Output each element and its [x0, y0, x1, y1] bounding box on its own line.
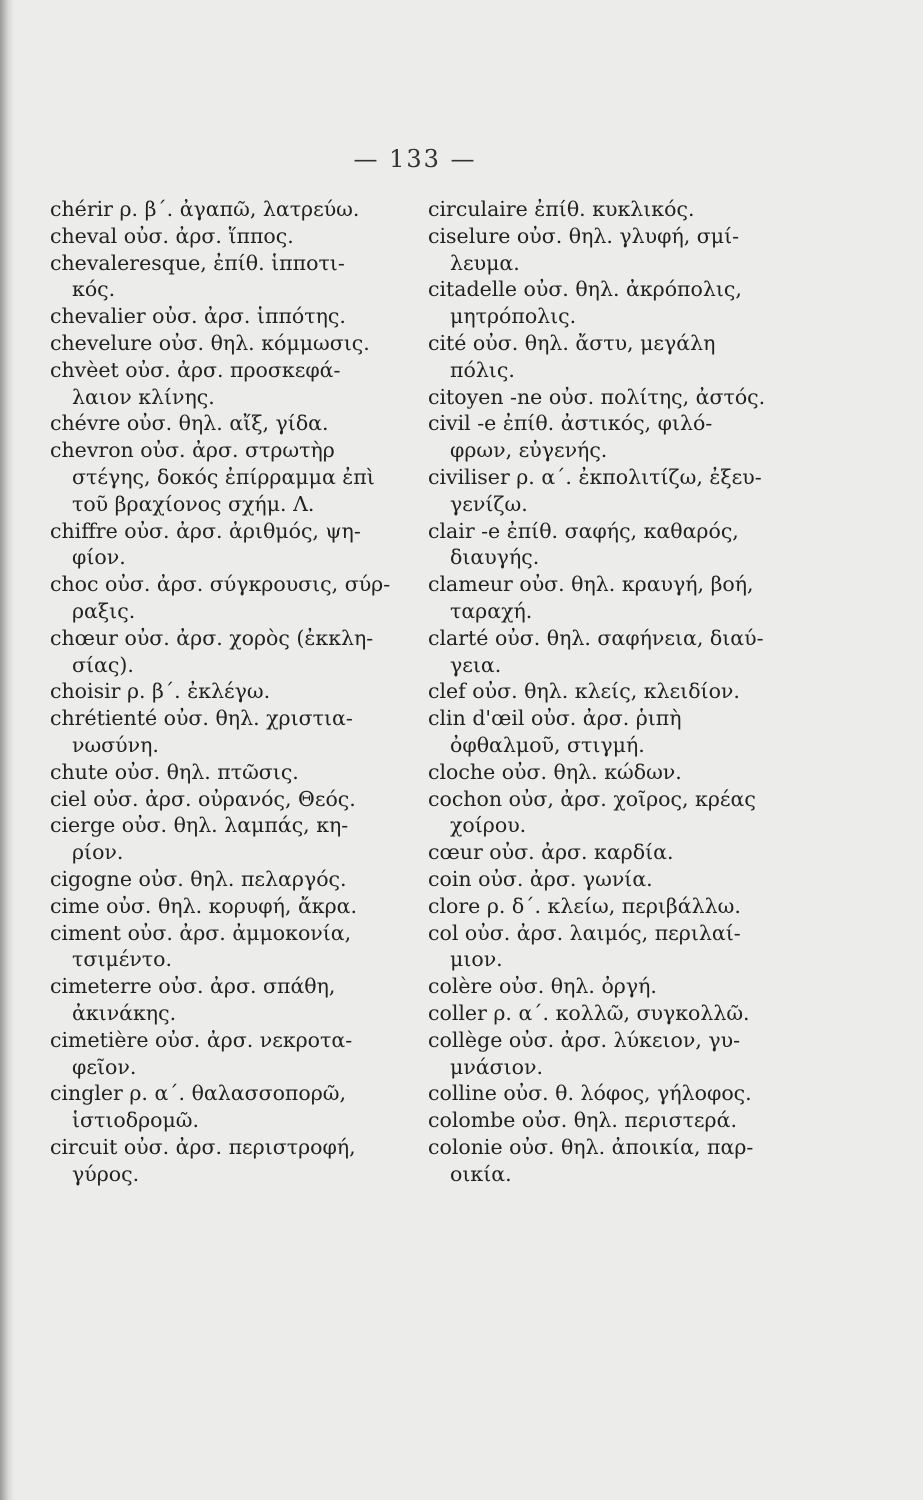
- dictionary-entry-line: choisir ρ. β΄. ἐκλέγω.: [50, 679, 271, 704]
- dictionary-entry-line: cheval οὐσ. ἀρσ. ἵππος.: [50, 223, 294, 248]
- dictionary-entry-line: circulaire ἐπίθ. κυκλικός.: [428, 197, 695, 221]
- dictionary-entry-line: clef οὐσ. θηλ. κλείς, κλειδίον.: [428, 679, 740, 704]
- entry-continuation-line: φεῖον.: [72, 1054, 137, 1079]
- dictionary-entry-line: cimeterre οὐσ. ἀρσ. σπάθη,: [50, 974, 336, 999]
- entry-continuation-line: λευμα.: [450, 250, 520, 275]
- dictionary-entry-line: coller ρ. α΄. κολλῶ, συγκολλῶ.: [428, 1000, 750, 1025]
- dictionary-entry-line: chevalier οὐσ. ἀρσ. ἱππότης.: [50, 304, 346, 329]
- entry-continuation-line: διαυγής.: [450, 545, 540, 570]
- dictionary-entry-line: cité οὐσ. θηλ. ἄστυ, μεγάλη: [428, 330, 716, 355]
- entry-continuation-line: κός.: [72, 277, 116, 302]
- dictionary-entry-line: citoyen -ne οὐσ. πολίτης, ἀστός.: [428, 384, 766, 409]
- dictionary-entry-line: chrétienté οὐσ. θηλ. χριστια-: [50, 706, 353, 731]
- entry-continuation-line: γεια.: [450, 652, 502, 677]
- dictionary-entry-line: chevelure οὐσ. θηλ. κόμμωσις.: [50, 330, 370, 355]
- entry-continuation-line: χοίρου.: [450, 813, 527, 838]
- dictionary-entry-line: cochon οὐσ, ἀρσ. χοῖρος, κρέας: [428, 786, 756, 811]
- dictionary-entry-line: cime οὐσ. θηλ. κορυφή, ἄκρα.: [50, 893, 358, 918]
- entry-continuation-line: μνάσιον.: [450, 1054, 543, 1079]
- entry-continuation-line: ρίον.: [72, 840, 124, 865]
- entry-continuation-line: ἱστιοδρομῶ.: [72, 1108, 200, 1133]
- entry-continuation-line: πόλις.: [450, 357, 515, 382]
- dictionary-entry-line: chute οὐσ. θηλ. πτῶσις.: [50, 759, 299, 784]
- entry-continuation-line: στέγης, δοκός ἐπίρραμμα ἐπὶ: [72, 464, 375, 489]
- dictionary-entry-line: clair -e ἐπίθ. σαφής, καθαρός,: [428, 518, 739, 543]
- dictionary-entry-line: colline οὐσ. θ. λόφος, γήλοφος.: [428, 1081, 752, 1106]
- dictionary-entry-line: cingler ρ. α΄. θαλασσοπορῶ,: [50, 1081, 347, 1106]
- dictionary-entry-line: cierge οὐσ. θηλ. λαμπάς, κη-: [50, 813, 349, 838]
- dictionary-entry-line: ciel οὐσ. ἀρσ. οὐρανός, Θεός.: [50, 786, 356, 811]
- entry-continuation-line: τσιμέντο.: [72, 947, 172, 972]
- dictionary-entry-line: chœur οὐσ. ἀρσ. χορὸς (ἐκκλη-: [50, 625, 374, 650]
- dictionary-entry-line: clarté οὐσ. θηλ. σαφήνεια, διαύ-: [428, 625, 764, 650]
- entry-continuation-line: ὀφθαλμοῦ, στιγμή.: [450, 732, 645, 757]
- dictionary-entry-line: clore ρ. δ΄. κλείω, περιβάλλω.: [428, 893, 741, 918]
- dictionary-entry-line: ciselure οὐσ. θηλ. γλυφή, σμί-: [428, 223, 740, 248]
- dictionary-entry-line: chiffre οὐσ. ἀρσ. ἀριθμός, ψη-: [50, 518, 361, 543]
- dictionary-entry-line: cigogne οὐσ. θηλ. πελαργός.: [50, 866, 347, 891]
- entry-continuation-line: οικία.: [450, 1161, 512, 1186]
- dictionary-entry-line: colombe οὐσ. θηλ. περιστερά.: [428, 1108, 737, 1133]
- dictionary-entry-line: citadelle οὐσ. θηλ. ἀκρόπολις,: [428, 277, 742, 302]
- dictionary-entry-line: chévre οὐσ. θηλ. αἴξ, γίδα.: [50, 411, 329, 436]
- dictionary-entry-line: civil -e ἐπίθ. ἀστικός, φιλό-: [428, 411, 713, 436]
- dictionary-entry-line: circuit οὐσ. ἀρσ. περιστροφή,: [50, 1134, 356, 1159]
- dictionary-entry-line: collège οὐσ. ἀρσ. λύκειον, γυ-: [428, 1027, 740, 1052]
- dictionary-entry-line: chevaleresque, ἐπίθ. ἱπποτι-: [50, 250, 345, 275]
- dictionary-entry-line: chevron οὐσ. ἀρσ. στρωτὴρ: [50, 438, 335, 463]
- dictionary-entry-line: clameur οὐσ. θηλ. κραυγή, βοή,: [428, 572, 754, 597]
- entry-continuation-line: λαιον κλίνης.: [72, 384, 215, 409]
- entry-continuation-line: ἀκινάκης.: [72, 1000, 177, 1025]
- entry-continuation-line: φρων, εὐγενής.: [450, 438, 608, 463]
- page-number: — 133 —: [353, 145, 477, 173]
- dictionary-entry-line: cœur οὐσ. ἀρσ. καρδία.: [428, 840, 674, 865]
- dictionary-entry-line: civiliser ρ. α΄. ἐκπολιτίζω, ἐξευ-: [428, 464, 762, 489]
- entry-continuation-line: τοῦ βραχίονος σχήμ. Λ.: [72, 491, 315, 516]
- dictionary-entry-line: cloche οὐσ. θηλ. κώδων.: [428, 759, 682, 784]
- entry-continuation-line: γύρος.: [72, 1161, 140, 1186]
- dictionary-entry-line: chvèet οὐσ. ἀρσ. προσκεφά-: [50, 357, 341, 382]
- dictionary-entry-line: colonie οὐσ. θηλ. ἀποικία, παρ-: [428, 1134, 754, 1159]
- dictionary-entry-line: chérir ρ. β΄. ἀγαπῶ, λατρεύω.: [50, 197, 360, 221]
- right-column: [428, 196, 798, 1187]
- dictionary-entry-line: col οὐσ. ἀρσ. λαιμός, περιλαί-: [428, 920, 741, 945]
- left-column: [50, 196, 405, 1187]
- entry-continuation-line: μητρόπολις.: [450, 304, 577, 329]
- dictionary-entry-line: ciment οὐσ. ἀρσ. ἀμμοκονία,: [50, 920, 352, 945]
- dictionary-entry-line: cimetière οὐσ. ἀρσ. νεκροτα-: [50, 1027, 353, 1052]
- entry-continuation-line: φίον.: [72, 545, 126, 570]
- page-edge-shadow: [0, 0, 14, 1500]
- dictionary-entry-line: clin d'œil οὐσ. ἀρσ. ῥιπὴ: [428, 706, 682, 731]
- entry-continuation-line: ραξις.: [72, 598, 136, 623]
- entry-continuation-line: μιον.: [450, 947, 503, 972]
- entry-continuation-line: γενίζω.: [450, 491, 528, 516]
- entry-continuation-line: νωσύνη.: [72, 732, 159, 757]
- dictionary-entry-line: colère οὐσ. θηλ. ὀργή.: [428, 974, 657, 999]
- dictionary-entry-line: choc οὐσ. ἀρσ. σύγκρουσις, σύρ-: [50, 572, 391, 597]
- entry-continuation-line: σίας).: [72, 652, 134, 677]
- dictionary-entry-line: coin οὐσ. ἀρσ. γωνία.: [428, 866, 653, 891]
- entry-continuation-line: ταραχή.: [450, 598, 533, 623]
